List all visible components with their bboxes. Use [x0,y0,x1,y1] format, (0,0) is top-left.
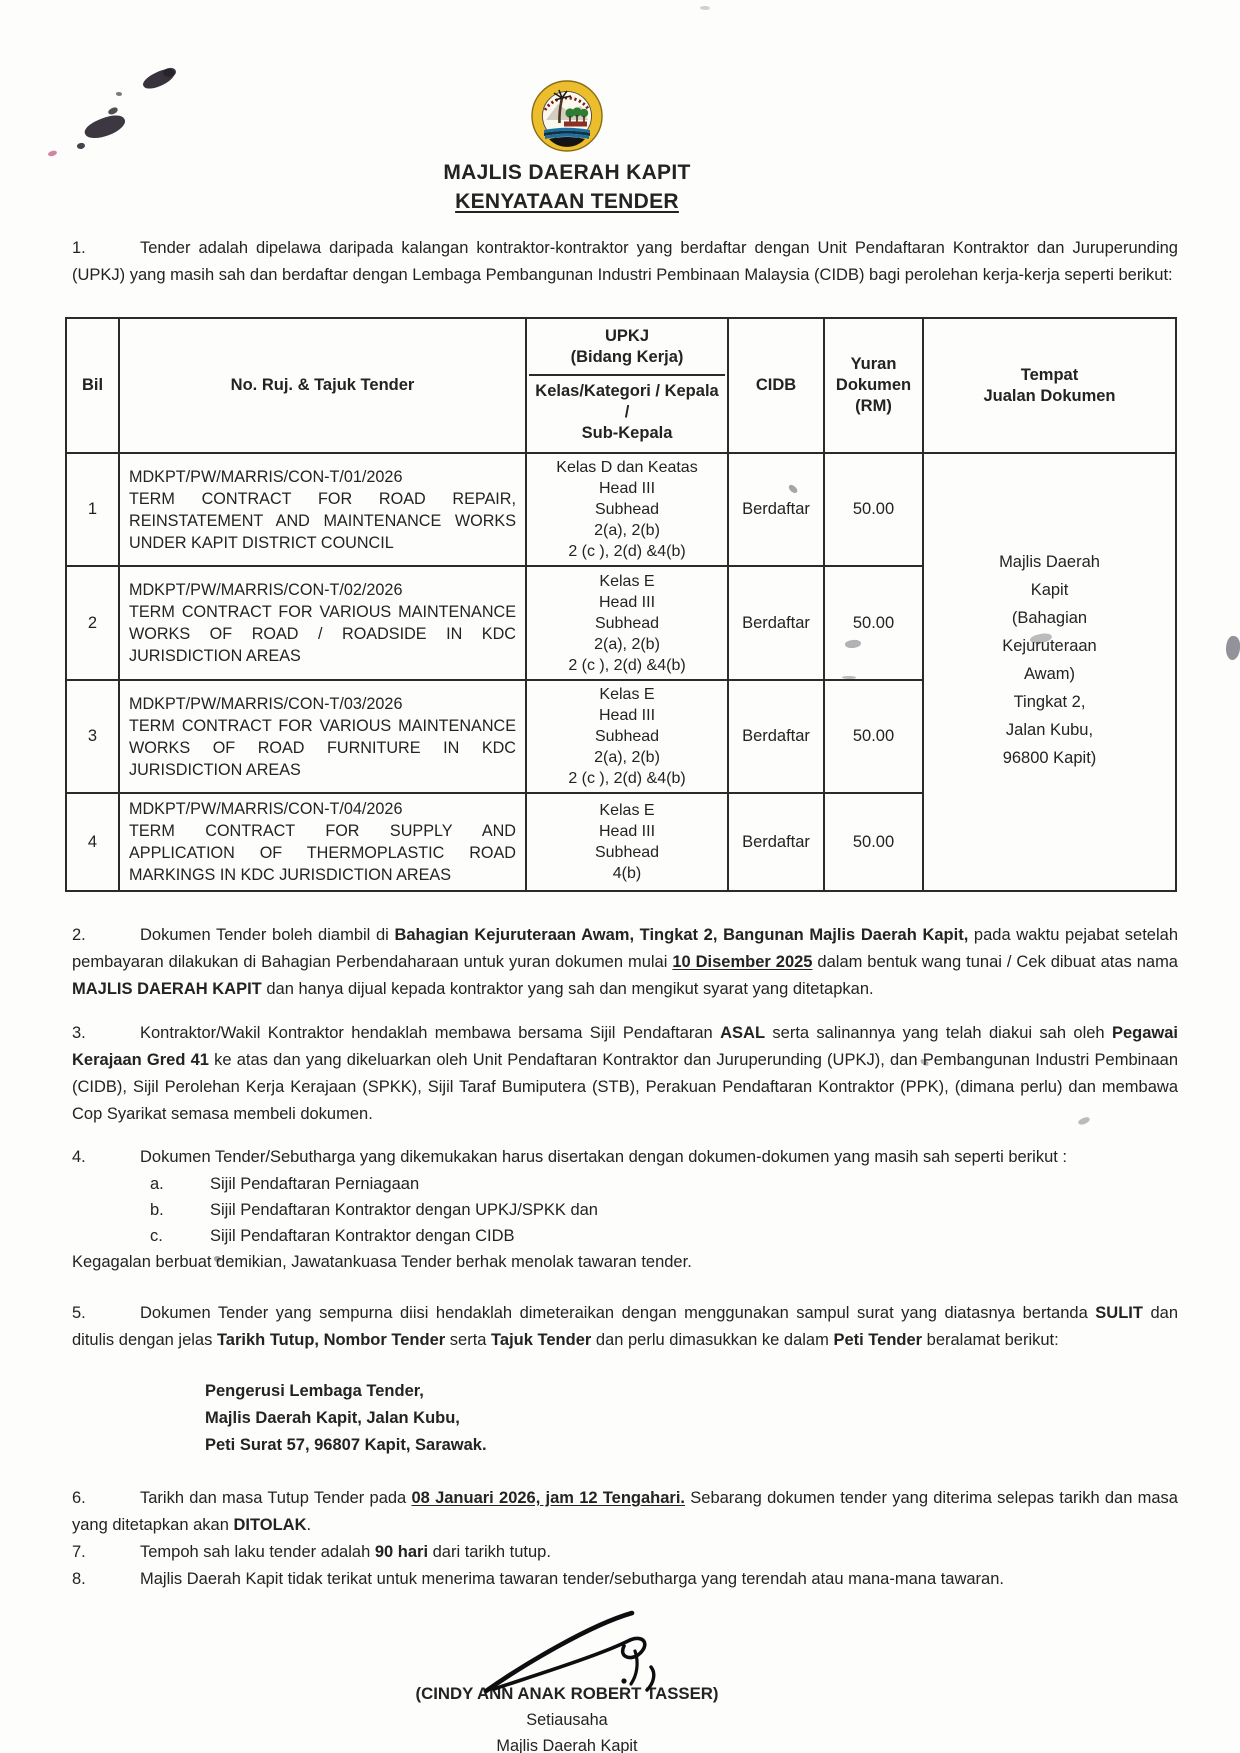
signatory-name: (CINDY ANN ANAK ROBERT TASSER) [415,1684,719,1703]
document-title: KENYATAAN TENDER [455,190,679,213]
cell-tempat-jualan: Majlis Daerah Kapit (Bahagian Kejuruteraan Awam) Tingkat 2, Jalan Kubu, 96800 Kapit) [923,453,1176,891]
list-item-c [72,1223,1178,1249]
majlis-daerah-kapit-emblem-logo [531,80,603,152]
cell-yuran: 50.00 [824,680,923,793]
cell-upkj: Kelas E Head III Subhead 4(b) [526,793,728,891]
header-upkj-bidang-kerja: UPKJ (Bidang Kerja) [529,321,725,376]
header-yuran-dokumen: Yuran Dokumen (RM) [824,318,923,453]
cell-bil: 4 [66,793,119,891]
cell-bil: 3 [66,680,119,793]
paragraph-text: Tempoh sah laku tender adalah 90 hari dari tarikh tutup. [140,1543,551,1561]
cell-ruj-tajuk [119,566,526,680]
paragraph-4-footer: Kegagalan berbuat demikian, Jawatankuasa Tender berhak menolak tawaran tender. [72,1253,692,1271]
paragraph-1 [72,235,1178,289]
cell-cidb: Berdaftar [728,680,824,793]
list-item-text: Sijil Pendaftaran Kontraktor dengan UPKJ/SPKK dan [210,1201,598,1219]
paragraph-4 [72,1144,1178,1171]
tender-box-address: Pengerusi Lembaga Tender, Majlis Daerah Kapit, Jalan Kubu, Peti Surat 57, 96807 Kapit, Sarawak. [205,1382,487,1454]
tender-title: TERM CONTRACT FOR ROAD REPAIR, REINSTATEMENT AND MAINTENANCE WORKS UNDER KAPIT DISTRICT COUNCIL [129,489,516,552]
header-tempat-jualan: Tempat Jualan Dokumen [923,318,1176,453]
tender-title: TERM CONTRACT FOR SUPPLY AND APPLICATION OF THERMOPLASTIC ROAD MARKINGS IN KDC JURISDICTION AREAS [129,822,516,884]
paragraph-number: 2. [72,926,86,944]
cell-bil: 1 [66,453,119,566]
list-item-text: Sijil Pendaftaran Perniagaan [210,1175,420,1193]
list-item-b [72,1197,1178,1223]
tender-title: TERM CONTRACT FOR VARIOUS MAINTENANCE WORKS OF ROAD FURNITURE IN KDC JURISDICTION AREAS [129,716,516,779]
paragraph-text: Tender adalah dipelawa daripada kalangan kontraktor-kontraktor yang berdaftar dengan Unit Pendaftaran Kontraktor dan Juruperunding (UPKJ) yang masih sah dan berdaftar dengan Lembaga Pembangunan Industri Pembinaan Malaysia (CIDB) bagi perolehan kerja-kerja seperti berikut: [72,239,1178,284]
cell-yuran: 50.00 [824,793,923,891]
tender-title: TERM CONTRACT FOR VARIOUS MAINTENANCE WORKS OF ROAD / ROADSIDE IN KDC JURISDICTION AREAS [129,603,516,665]
tender-ref-no: MDKPT/PW/MARRIS/CON-T/04/2026 [129,800,403,818]
header-upkj [526,318,728,453]
list-item-letter: a. [150,1175,164,1193]
paragraph-number: 4. [72,1148,86,1166]
paragraph-number: 1. [72,239,86,257]
cell-upkj: Kelas D dan Keatas Head III Subhead 2(a), 2(b) 2 (c ), 2(d) &4(b) [526,453,728,566]
paragraph-number: 8. [72,1570,86,1588]
tender-ref-no: MDKPT/PW/MARRIS/CON-T/02/2026 [129,581,403,599]
cell-upkj: Kelas E Head III Subhead 2(a), 2(b) 2 (c ), 2(d) &4(b) [526,566,728,680]
cell-cidb: Berdaftar [728,566,824,680]
handwritten-signature [478,1605,688,1697]
header-bil: Bil [66,318,119,453]
table-row [66,453,1176,566]
table-header-row [66,318,1176,453]
cell-ruj-tajuk [119,453,526,566]
paragraph-4-sublist [72,1171,1178,1249]
signature-block [14,1605,1120,1753]
paragraph-text: Dokumen Tender boleh diambil di Bahagian Kejuruteraan Awam, Tingkat 2, Bangunan Majlis Daerah Kapit, pada waktu pejabat setelah pembayaran dilakukan di Bahagian Perbendaharaan untuk yuran dokumen mulai 10 Disember 2025 dalam bentuk wang tunai / Cek dibuat atas nama MAJLIS DAERAH KAPIT dan hanya dijual kepada kontraktor yang sah dan mengikut syarat yang ditetapkan. [72,926,1178,998]
tender-ref-no: MDKPT/PW/MARRIS/CON-T/03/2026 [129,694,403,713]
paragraph-6 [72,1485,1178,1539]
list-item-a [72,1171,1178,1197]
signatory-role: Setiausaha [526,1711,608,1729]
document-header [14,0,1120,215]
cell-ruj-tajuk [119,793,526,891]
paragraph-text: Kontraktor/Wakil Kontraktor hendaklah membawa bersama Sijil Pendaftaran ASAL serta salinannya yang telah diakui sah oleh Pegawai Kerajaan Gred 41 ke atas dan yang dikeluarkan oleh Unit Pendaftaran Kontraktor dan Juruperunding (UPKJ), dan Pembangunan Industri Pembinaan (CIDB), Sijil Perolehan Kerja Kerajaan (SPKK), Sijil Taraf Bumiputera (STB), Perakuan Pendaftaran Kontraktor (PPK), (dimana perlu) dan membawa Cop Syarikat semasa membeli dokumen. [72,1024,1179,1123]
list-item-text: Sijil Pendaftaran Kontraktor dengan CIDB [210,1227,515,1245]
header-ruj-tajuk: No. Ruj. & Tajuk Tender [119,318,526,453]
cell-cidb: Berdaftar [728,453,824,566]
org-title: MAJLIS DAERAH KAPIT [443,161,691,184]
cell-ruj-tajuk [119,680,526,793]
paragraph-2 [72,922,1178,1003]
cell-upkj: Kelas E Head III Subhead 2(a), 2(b) 2 (c ), 2(d) &4(b) [526,680,728,793]
header-cidb: CIDB [728,318,824,453]
paragraph-8 [72,1566,1178,1593]
tender-ref-no: MDKPT/PW/MARRIS/CON-T/01/2026 [129,467,403,486]
paragraph-7 [72,1539,1178,1566]
paragraph-text: Dokumen Tender yang sempurna diisi hendaklah dimeteraikan dengan menggunakan sampul surat yang diatasnya bertanda SULIT dan ditulis dengan jelas Tarikh Tutup, Nombor Tender serta Tajuk Tender dan perlu dimasukkan ke dalam Peti Tender beralamat berikut: [72,1304,1179,1349]
paragraph-3 [72,1020,1178,1128]
paragraph-text: Majlis Daerah Kapit tidak terikat untuk menerima tawaran tender/sebutharga yang terendah atau mana-mana tawaran. [140,1570,1004,1588]
list-item-letter: b. [150,1201,164,1219]
tender-table [65,317,1177,892]
paragraph-5 [72,1300,1178,1354]
cell-bil: 2 [66,566,119,680]
paragraph-text: Tarikh dan masa Tutup Tender pada 08 Januari 2026, jam 12 Tengahari. Sebarang dokumen tender yang diterima selepas tarikh dan masa yang ditetapkan akan DITOLAK. [72,1489,1178,1534]
cell-yuran: 50.00 [824,566,923,680]
signatory-org: Majlis Daerah Kapit [496,1737,638,1753]
cell-cidb: Berdaftar [728,793,824,891]
cell-yuran: 50.00 [824,453,923,566]
header-upkj-kelas-kategori: Kelas/Kategori / Kepala / Sub-Kepala [535,382,719,442]
paragraph-number: 7. [72,1543,86,1561]
paragraph-number: 6. [72,1489,86,1507]
paragraph-text: Dokumen Tender/Sebutharga yang dikemukakan harus disertakan dengan dokumen-dokumen yang masih sah seperti berikut : [140,1148,1068,1166]
list-item-letter: c. [150,1227,163,1245]
paragraph-number: 3. [72,1024,86,1042]
paragraph-number: 5. [72,1304,86,1322]
